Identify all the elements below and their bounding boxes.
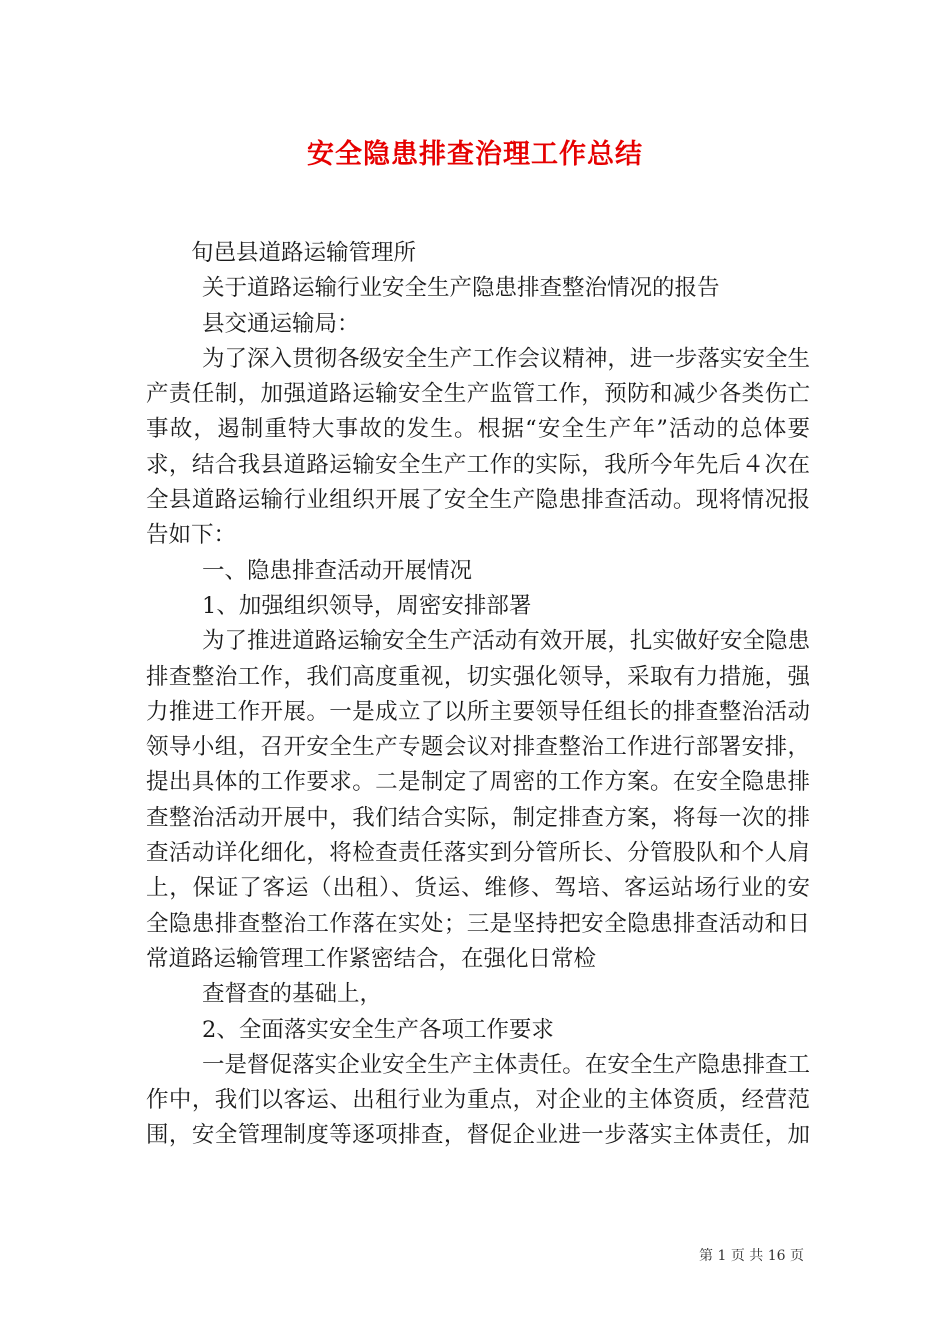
paragraph-line: 产责任制，加强道路运输安全生产监管工作，预防和减少各类伤亡	[146, 381, 810, 408]
document-body	[146, 236, 810, 1154]
paragraph-line: 提出具体的工作要求。二是制定了周密的工作方案。在安全隐患排	[146, 769, 810, 796]
paragraph-line: 查整治活动开展中，我们结合实际，制定排查方案，将每一次的排	[146, 804, 810, 831]
paragraph-line: 事故，遏制重特大事故的发生。根据“安全生产年”活动的总体要	[146, 416, 810, 443]
subsection-heading: 2、全面落实安全生产各项工作要求	[202, 1016, 554, 1043]
paragraph-line: 常道路运输管理工作紧密结合，在强化日常检	[146, 945, 597, 972]
paragraph-line: 上，保证了客运（出租）、货运、维修、驾培、客运站场行业的安	[146, 875, 810, 902]
section-heading: 一、隐患排查活动开展情况	[202, 557, 473, 584]
paragraph-line: 领导小组，召开安全生产专题会议对排查整治工作进行部署安排，	[146, 734, 810, 761]
paragraph-line: 为了推进道路运输安全生产活动有效开展，扎实做好安全隐患	[202, 628, 810, 655]
paragraph-line: 查督查的基础上，	[202, 981, 383, 1008]
paragraph-line: 全县道路运输行业组织开展了安全生产隐患排查活动。现将情况报	[146, 487, 810, 514]
paragraph-line: 告如下：	[146, 522, 237, 549]
report-subject-line: 关于道路运输行业安全生产隐患排查整治情况的报告	[202, 275, 720, 302]
paragraph-line: 一是督促落实企业安全生产主体责任。在安全生产隐患排查工	[202, 1051, 810, 1078]
paragraph-line: 求，结合我县道路运输安全生产工作的实际，我所今年先后４次在	[146, 451, 810, 478]
paragraph-line: 力推进工作开展。一是成立了以所主要领导任组长的排查整治活动	[146, 698, 810, 725]
addressee-line: 县交通运输局：	[202, 310, 360, 337]
org-name-line: 旬邑县道路运输管理所	[191, 240, 417, 266]
paragraph-line: 围，安全管理制度等逐项排查，督促企业进一步落实主体责任，加	[146, 1122, 810, 1149]
page-title: 安全隐患排查治理工作总结	[307, 139, 643, 170]
paragraph-line: 全隐患排查整治工作落在实处；三是坚持把安全隐患排查活动和日	[146, 910, 810, 937]
paragraph-line: 为了深入贯彻各级安全生产工作会议精神，进一步落实安全生	[202, 345, 810, 372]
paragraph-line: 作中，我们以客运、出租行业为重点，对企业的主体资质，经营范	[146, 1087, 810, 1114]
subsection-heading: 1、加强组织领导，周密安排部署	[202, 592, 532, 619]
paragraph-line: 排查整治工作，我们高度重视，切实强化领导，采取有力措施，强	[146, 663, 810, 690]
page-number: 第 1 页 共 16 页	[699, 1248, 804, 1264]
paragraph-line: 查活动详化细化，将检查责任落实到分管所长、分管股队和个人肩	[146, 840, 810, 867]
